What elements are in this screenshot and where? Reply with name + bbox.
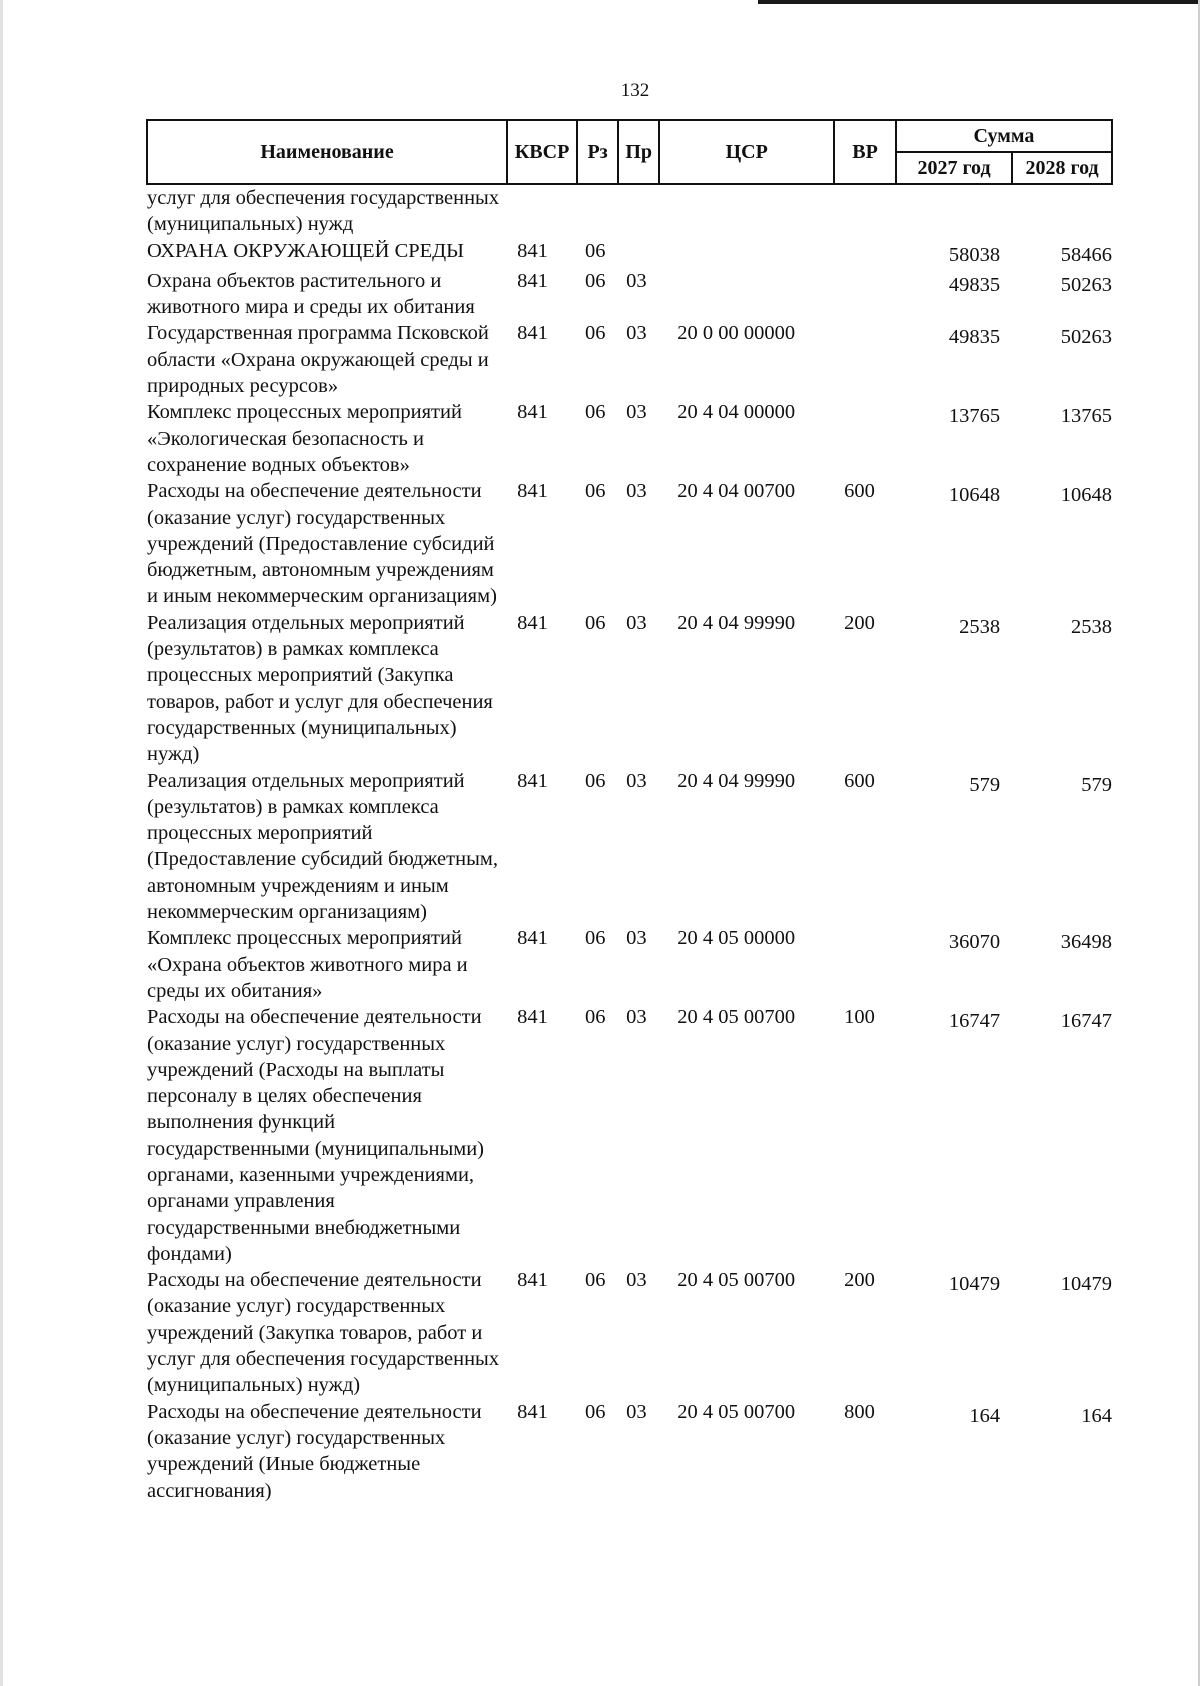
cell-rz: 06 (585, 1269, 606, 1292)
cell-name: Расходы на обеспечение деятельности (оказание услуг) государственных учреждений (Расходы на выплаты персоналу в целях обеспечения выполнения функций государственными (муниципальными) органами, казенными учреждениями, органами управления государственными внебюджетными фондами) (147, 1006, 484, 1265)
header-sum: Сумма (896, 120, 1112, 152)
cell-sum-2027: 58038 (948, 243, 1001, 266)
cell-sum-2027: 10479 (948, 1273, 1001, 1296)
cell-sum-2027: 36070 (948, 931, 1001, 954)
cell-rz: 06 (585, 1400, 606, 1423)
cell-kvsr: 841 (517, 1400, 548, 1423)
table-row (147, 268, 1112, 321)
cell-name: ОХРАНА ОКРУЖАЮЩЕЙ СРЕДЫ (147, 239, 465, 262)
cell-rz: 06 (585, 769, 606, 792)
cell-vr (834, 399, 896, 478)
cell-csr (659, 184, 834, 238)
cell-vr (834, 320, 896, 399)
header-csr: ЦСР (659, 120, 834, 184)
cell-pr (618, 238, 659, 268)
cell-sum-2027: 13765 (948, 405, 1001, 428)
table-row (147, 238, 1112, 268)
header-rz: Рз (577, 120, 618, 184)
cell-vr: 100 (844, 1006, 875, 1029)
header-kvsr: КВСР (507, 120, 577, 184)
table-row (147, 399, 1112, 478)
table-row (147, 1004, 1112, 1267)
cell-rz (577, 184, 618, 238)
cell-pr: 03 (626, 1006, 647, 1029)
cell-pr: 03 (626, 1269, 647, 1292)
cell-sum-2028: 2538 (1071, 615, 1112, 638)
cell-sum-2028: 13765 (1060, 405, 1112, 428)
cell-vr (834, 238, 896, 268)
scan-edge-left (0, 0, 3, 1686)
header-vr: ВР (834, 120, 896, 184)
page-number: 132 (620, 80, 650, 101)
cell-name: Комплекс процессных мероприятий «Охрана объектов животного мира и среды их обитания» (147, 927, 468, 1002)
cell-sum-2028 (1012, 184, 1112, 238)
cell-vr (834, 184, 896, 238)
cell-rz: 06 (585, 480, 606, 503)
cell-pr: 03 (626, 611, 647, 634)
cell-sum-2027 (896, 184, 1012, 238)
table-row (147, 320, 1112, 399)
cell-vr: 200 (844, 611, 875, 634)
table-row (147, 610, 1112, 768)
table-row (147, 184, 1112, 238)
cell-name: Реализация отдельных мероприятий (результатов) в рамках комплекса процессных мероприятий (Предоставление субсидий бюджетным, автономным учреждениям и иным некоммерческим организациям) (147, 769, 498, 924)
cell-vr: 800 (844, 1400, 875, 1423)
cell-sum-2027: 164 (969, 1404, 1001, 1427)
cell-rz: 06 (585, 322, 606, 345)
cell-kvsr: 841 (517, 239, 548, 262)
cell-sum-2027: 49835 (948, 273, 1001, 296)
cell-pr: 03 (626, 401, 647, 424)
cell-name: Расходы на обеспечение деятельности (оказание услуг) государственных учреждений (Иные бюджетные ассигнования) (147, 1400, 482, 1502)
cell-kvsr: 841 (517, 401, 548, 424)
cell-sum-2028: 10479 (1060, 1273, 1112, 1296)
cell-kvsr: 841 (517, 1269, 548, 1292)
cell-kvsr: 841 (517, 927, 548, 950)
cell-rz: 06 (585, 927, 606, 950)
cell-csr: 20 4 04 00700 (677, 480, 796, 503)
header-pr: Пр (618, 120, 659, 184)
cell-sum-2028: 10648 (1060, 484, 1112, 507)
cell-sum-2028: 16747 (1060, 1010, 1112, 1033)
cell-csr: 20 4 05 00700 (677, 1400, 796, 1423)
header-year-2027: 2027 год (896, 152, 1012, 184)
cell-csr (659, 268, 834, 321)
cell-name: Расходы на обеспечение деятельности (оказание услуг) государственных учреждений (Закупка товаров, работ и услуг для обеспечения государственных (муниципальных) нужд) (147, 1269, 500, 1397)
cell-pr: 03 (626, 322, 647, 345)
cell-name: Комплекс процессных мероприятий «Экологическая безопасность и сохранение водных объектов» (147, 401, 462, 476)
cell-pr: 03 (626, 269, 647, 292)
cell-rz: 06 (585, 239, 606, 262)
cell-sum-2028: 164 (1081, 1404, 1112, 1427)
cell-rz: 06 (585, 611, 606, 634)
cell-pr (618, 184, 659, 238)
header-year-2028: 2028 год (1012, 152, 1112, 184)
cell-kvsr: 841 (517, 322, 548, 345)
cell-sum-2028: 50263 (1060, 326, 1112, 349)
cell-name: Охрана объектов растительного и животного мира и среды их обитания (147, 269, 475, 319)
cell-vr: 600 (844, 480, 875, 503)
cell-kvsr: 841 (517, 769, 548, 792)
cell-name: услуг для обеспечения государственных (муниципальных) нужд (147, 187, 500, 236)
table-row (147, 925, 1112, 1004)
cell-csr: 20 4 05 00700 (677, 1269, 796, 1292)
cell-csr: 20 4 05 00700 (677, 1006, 796, 1029)
table-row (147, 768, 1112, 926)
cell-kvsr: 841 (517, 269, 548, 292)
table-header (147, 120, 1112, 184)
cell-name: Реализация отдельных мероприятий (результатов) в рамках комплекса процессных мероприятий (Закупка товаров, работ и услуг для обеспечения государственных (муниципальных) нужд) (147, 611, 493, 766)
cell-csr: 20 0 00 00000 (677, 322, 796, 345)
cell-sum-2027: 2538 (959, 615, 1001, 638)
cell-pr: 03 (626, 769, 647, 792)
cell-sum-2028: 36498 (1060, 931, 1112, 954)
cell-sum-2027: 16747 (948, 1010, 1001, 1033)
cell-kvsr: 841 (517, 1006, 548, 1029)
scan-edge-top (758, 0, 1200, 4)
cell-sum-2028: 50263 (1060, 273, 1112, 296)
table-body (147, 184, 1112, 1504)
cell-name: Государственная программа Псковской области «Охрана окружающей среды и природных ресурсов» (147, 322, 489, 398)
cell-vr: 600 (844, 769, 875, 792)
cell-csr: 20 4 04 00000 (677, 401, 796, 424)
cell-csr: 20 4 05 00000 (677, 927, 796, 950)
cell-kvsr: 841 (517, 611, 548, 634)
cell-pr: 03 (626, 1400, 647, 1423)
cell-sum-2028: 579 (1081, 773, 1112, 796)
table-row (147, 1267, 1112, 1398)
header-name: Наименование (147, 120, 507, 184)
cell-rz: 06 (585, 1006, 606, 1029)
budget-table (146, 119, 1113, 1504)
cell-csr: 20 4 04 99990 (677, 611, 796, 634)
cell-sum-2028: 58466 (1060, 243, 1112, 266)
cell-sum-2027: 579 (969, 773, 1001, 796)
cell-sum-2027: 49835 (948, 326, 1001, 349)
cell-rz: 06 (585, 269, 606, 292)
cell-kvsr (507, 184, 577, 238)
cell-vr (834, 925, 896, 1004)
cell-kvsr: 841 (517, 480, 548, 503)
table-row (147, 1399, 1112, 1504)
cell-name: Расходы на обеспечение деятельности (оказание услуг) государственных учреждений (Предоставление субсидий бюджетным, автономным учреждениям и иным некоммерческим организациям) (147, 480, 497, 608)
cell-vr: 200 (844, 1269, 875, 1292)
cell-csr: 20 4 04 99990 (677, 769, 796, 792)
table-row (147, 478, 1112, 609)
cell-sum-2027: 10648 (948, 484, 1001, 507)
cell-vr (834, 268, 896, 321)
cell-pr: 03 (626, 480, 647, 503)
cell-pr: 03 (626, 927, 647, 950)
cell-rz: 06 (585, 401, 606, 424)
cell-csr (659, 238, 834, 268)
